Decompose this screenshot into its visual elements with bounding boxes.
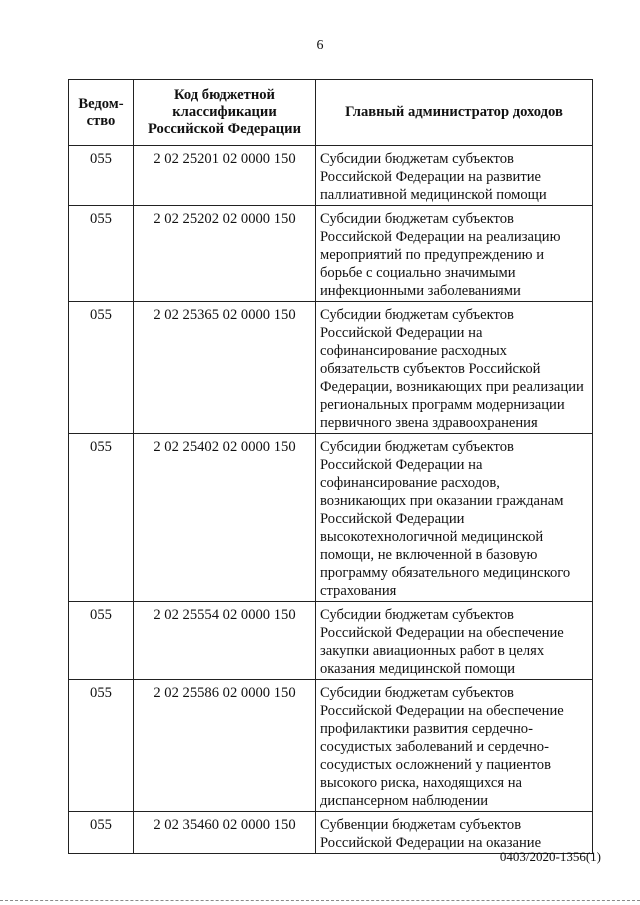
table-row (69, 602, 593, 680)
table-header-row (69, 80, 593, 146)
page-number: 6 (316, 38, 324, 53)
header-code: Код бюджетной классификации Российской Федерации (134, 80, 316, 146)
code-cell: 2 02 25202 02 0000 150 (134, 206, 316, 302)
department-cell: 055 (69, 206, 134, 302)
department-cell: 055 (69, 302, 134, 434)
table-row (69, 302, 593, 434)
document-code: 0403/2020-1356(1) (499, 849, 601, 864)
code-cell: 2 02 35460 02 0000 150 (134, 812, 316, 854)
code-cell: 2 02 25365 02 0000 150 (134, 302, 316, 434)
table-row (69, 206, 593, 302)
table-row (69, 434, 593, 602)
code-cell: 2 02 25586 02 0000 150 (134, 680, 316, 812)
code-cell: 2 02 25201 02 0000 150 (134, 146, 316, 206)
department-cell: 055 (69, 146, 134, 206)
header-department: Ведом-ство (69, 80, 134, 146)
code-cell: 2 02 25554 02 0000 150 (134, 602, 316, 680)
administrator-cell: Субсидии бюджетам субъектов Российской Федерации на софинансирование расходов, возникающих при оказании гражданам Российской Федерации высокотехнологичной медицинской помощи, не включенной в базовую программу обязательного медицинского страхования (316, 434, 593, 602)
administrator-cell: Субсидии бюджетам субъектов Российской Федерации на развитие паллиативной медицинской помощи (316, 146, 593, 206)
table-row (69, 680, 593, 812)
administrator-cell: Субвенции бюджетам субъектов Российской Федерации на оказание (316, 812, 593, 854)
department-cell: 055 (69, 602, 134, 680)
code-cell: 2 02 25402 02 0000 150 (134, 434, 316, 602)
table-row (69, 146, 593, 206)
revenue-administrators-table (68, 79, 593, 854)
administrator-cell: Субсидии бюджетам субъектов Российской Федерации на софинансирование расходных обязательств субъектов Российской Федерации, возникающих при реализации региональных программ модернизации первичного звена здравоохранения (316, 302, 593, 434)
page-bottom-divider (0, 900, 640, 901)
administrator-cell: Субсидии бюджетам субъектов Российской Федерации на реализацию мероприятий по предупреждению и борьбе с социально значимыми инфекционными заболеваниями (316, 206, 593, 302)
department-cell: 055 (69, 434, 134, 602)
header-administrator: Главный администратор доходов (316, 80, 593, 146)
department-cell: 055 (69, 812, 134, 854)
department-cell: 055 (69, 680, 134, 812)
table-row (69, 812, 593, 854)
administrator-cell: Субсидии бюджетам субъектов Российской Федерации на обеспечение закупки авиационных работ в целях оказания медицинской помощи (316, 602, 593, 680)
administrator-cell: Субсидии бюджетам субъектов Российской Федерации на обеспечение профилактики развития сердечно-сосудистых заболеваний и сердечно-сосудистых осложнений у пациентов высокого риска, находящихся на диспансерном наблюдении (316, 680, 593, 812)
